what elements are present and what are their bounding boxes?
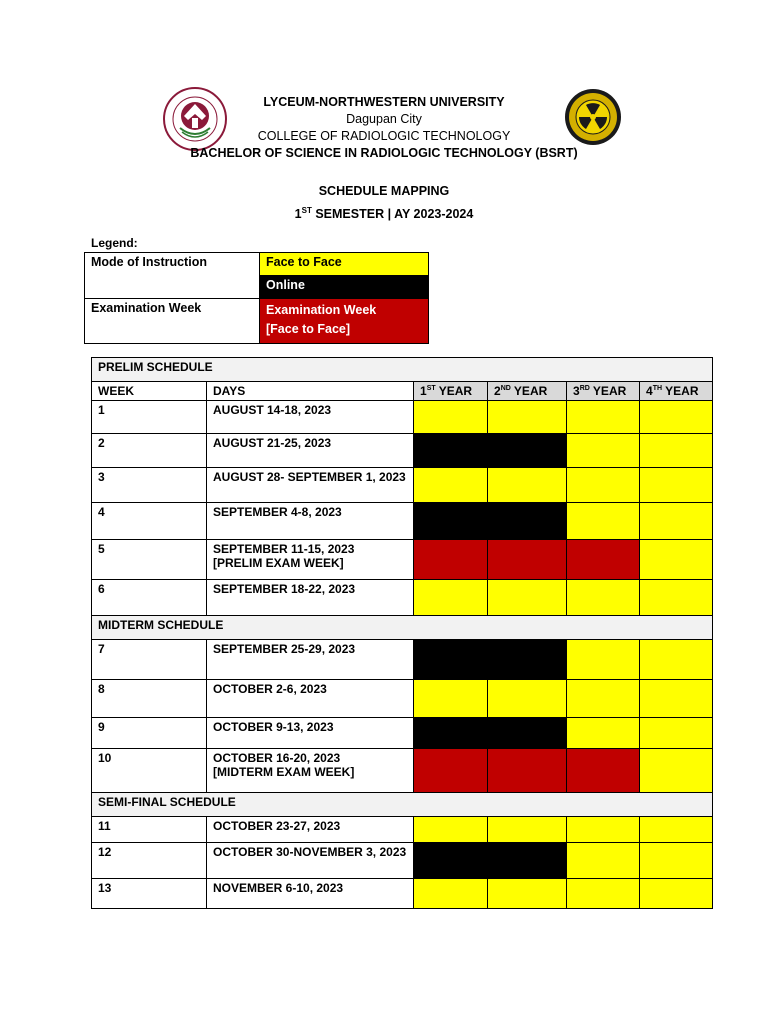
week-cell: 4: [92, 503, 207, 540]
mode-cell-f2f: [414, 580, 488, 616]
table-row: [92, 843, 713, 879]
days-cell: SEPTEMBER 18-22, 2023: [207, 580, 414, 616]
mode-cell-f2f: [640, 401, 713, 434]
week-cell: 12: [92, 843, 207, 879]
document-title: [0, 182, 768, 224]
col-days-header: DAYS: [207, 382, 414, 401]
mode-cell-f2f: [640, 434, 713, 468]
mode-cell-exm: [414, 749, 488, 793]
days-cell: NOVEMBER 6-10, 2023: [207, 879, 414, 909]
days-cell: OCTOBER 30-NOVEMBER 3, 2023: [207, 843, 414, 879]
week-cell: 7: [92, 640, 207, 680]
mode-cell-f2f: [488, 680, 567, 718]
table-row: [92, 640, 713, 680]
mode-cell-f2f: [414, 879, 488, 909]
legend-face-to-face: Face to Face: [260, 253, 429, 276]
mode-cell-f2f: [567, 680, 640, 718]
mode-cell-f2f: [640, 680, 713, 718]
days-cell: AUGUST 14-18, 2023: [207, 401, 414, 434]
week-cell: 2: [92, 434, 207, 468]
mode-cell-f2f: [640, 718, 713, 749]
table-row: [92, 580, 713, 616]
legend-exam-line2: [Face to Face]: [266, 322, 351, 336]
days-cell: OCTOBER 9-13, 2023: [207, 718, 414, 749]
col-year-header: 2ND YEAR: [488, 382, 567, 401]
days-cell: OCTOBER 2-6, 2023: [207, 680, 414, 718]
section-row: [92, 358, 713, 382]
col-year-header: 3RD YEAR: [567, 382, 640, 401]
university-name: LYCEUM-NORTHWESTERN UNIVERSITY: [263, 95, 505, 109]
mode-cell-exm: [488, 749, 567, 793]
table-row: [92, 879, 713, 909]
mode-cell-f2f: [488, 401, 567, 434]
mode-cell-f2f: [640, 640, 713, 680]
days-cell: OCTOBER 16-20, 2023 [MIDTERM EXAM WEEK]: [207, 749, 414, 793]
mode-cell-f2f: [488, 580, 567, 616]
week-cell: 10: [92, 749, 207, 793]
week-cell: 6: [92, 580, 207, 616]
week-cell: 8: [92, 680, 207, 718]
mode-cell-f2f: [567, 817, 640, 843]
table-row: [92, 718, 713, 749]
mode-cell-onl: [414, 843, 488, 879]
table-row: [92, 817, 713, 843]
mode-cell-f2f: [567, 640, 640, 680]
days-cell: SEPTEMBER 11-15, 2023 [PRELIM EXAM WEEK]: [207, 540, 414, 580]
mode-cell-f2f: [640, 817, 713, 843]
mode-cell-f2f: [414, 468, 488, 503]
days-cell: AUGUST 28- SEPTEMBER 1, 2023: [207, 468, 414, 503]
week-cell: 3: [92, 468, 207, 503]
mode-cell-onl: [414, 434, 488, 468]
mode-cell-f2f: [567, 580, 640, 616]
mode-cell-onl: [414, 640, 488, 680]
table-row: [92, 434, 713, 468]
city-name: Dagupan City: [346, 112, 422, 126]
table-row: [92, 749, 713, 793]
institution-header: [0, 94, 768, 162]
legend-label: Legend:: [91, 236, 138, 250]
section-row: [92, 616, 713, 640]
mode-cell-f2f: [640, 468, 713, 503]
table-row: [92, 401, 713, 434]
table-row: [92, 468, 713, 503]
mode-cell-f2f: [414, 817, 488, 843]
mode-cell-onl: [414, 503, 488, 540]
mode-cell-f2f: [567, 718, 640, 749]
schedule-table: [91, 357, 713, 909]
mode-cell-f2f: [567, 879, 640, 909]
week-cell: 9: [92, 718, 207, 749]
mode-cell-f2f: [414, 401, 488, 434]
col-year-header: 1ST YEAR: [414, 382, 488, 401]
mode-cell-onl: [488, 843, 567, 879]
mode-cell-exm: [567, 540, 640, 580]
col-week-header: WEEK: [92, 382, 207, 401]
mode-cell-f2f: [640, 540, 713, 580]
days-cell: AUGUST 21-25, 2023: [207, 434, 414, 468]
week-cell: 1: [92, 401, 207, 434]
legend-mode-label: Mode of Instruction: [85, 253, 260, 299]
legend-exam-week: [260, 299, 429, 344]
mode-cell-onl: [488, 503, 567, 540]
legend-online: Online: [260, 276, 429, 299]
mode-cell-f2f: [640, 749, 713, 793]
header-row: [92, 382, 713, 401]
mode-cell-f2f: [567, 503, 640, 540]
mode-cell-f2f: [488, 879, 567, 909]
mode-cell-f2f: [488, 468, 567, 503]
days-cell: SEPTEMBER 4-8, 2023: [207, 503, 414, 540]
section-title: PRELIM SCHEDULE: [92, 358, 713, 382]
mode-cell-f2f: [640, 879, 713, 909]
mode-cell-f2f: [567, 434, 640, 468]
mode-cell-f2f: [640, 580, 713, 616]
mode-cell-exm: [567, 749, 640, 793]
week-cell: 5: [92, 540, 207, 580]
section-title: MIDTERM SCHEDULE: [92, 616, 713, 640]
title-line: SCHEDULE MAPPING: [318, 184, 450, 198]
days-cell: SEPTEMBER 25-29, 2023: [207, 640, 414, 680]
mode-cell-exm: [414, 540, 488, 580]
legend-table: [84, 252, 429, 344]
legend-exam-label: Examination Week: [85, 299, 260, 344]
table-row: [92, 680, 713, 718]
mode-cell-f2f: [567, 401, 640, 434]
mode-cell-f2f: [567, 843, 640, 879]
col-year-header: 4TH YEAR: [640, 382, 713, 401]
table-row: [92, 540, 713, 580]
mode-cell-f2f: [640, 503, 713, 540]
week-cell: 13: [92, 879, 207, 909]
week-cell: 11: [92, 817, 207, 843]
mode-cell-onl: [488, 434, 567, 468]
days-cell: OCTOBER 23-27, 2023: [207, 817, 414, 843]
program-name: BACHELOR OF SCIENCE IN RADIOLOGIC TECHNOLOGY (BSRT): [190, 146, 578, 160]
section-title: SEMI-FINAL SCHEDULE: [92, 793, 713, 817]
table-row: [92, 503, 713, 540]
mode-cell-exm: [488, 540, 567, 580]
mode-cell-f2f: [488, 817, 567, 843]
mode-cell-onl: [488, 718, 567, 749]
college-name: COLLEGE OF RADIOLOGIC TECHNOLOGY: [257, 129, 511, 143]
semester-line: 1ST SEMESTER | AY 2023-2024: [294, 206, 474, 222]
mode-cell-onl: [488, 640, 567, 680]
mode-cell-f2f: [640, 843, 713, 879]
section-row: [92, 793, 713, 817]
mode-cell-f2f: [414, 680, 488, 718]
mode-cell-onl: [414, 718, 488, 749]
mode-cell-f2f: [567, 468, 640, 503]
legend-exam-line1: Examination Week: [266, 303, 377, 317]
